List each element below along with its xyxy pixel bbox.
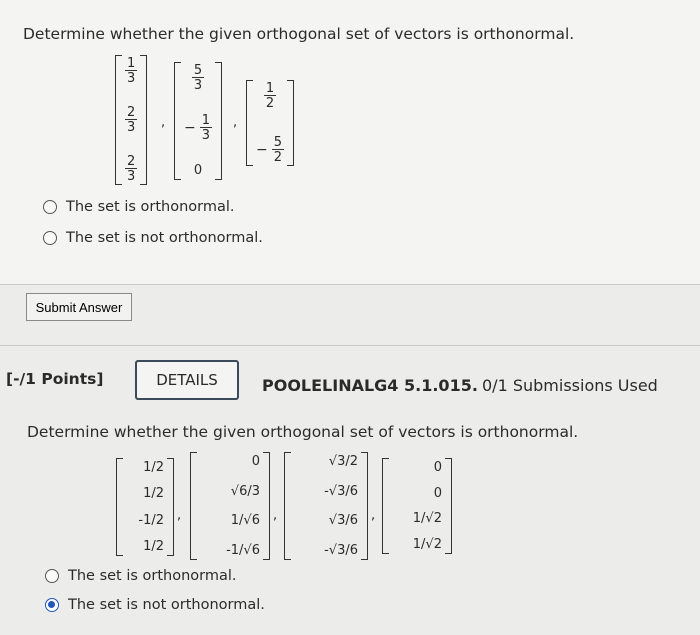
q2-v1-entry-4: 1/2 (143, 538, 164, 554)
q2-v3-entry-3: √3/6 (328, 513, 358, 529)
q2-v2-entry-4: -1/√6 (226, 542, 260, 558)
option-label: The set is orthonormal. (68, 568, 237, 584)
q1-option-orthonormal[interactable] (43, 199, 235, 215)
q1-v2-entry-3: 0 (193, 163, 203, 178)
q2-vector-2 (190, 452, 270, 560)
q2-vector-1 (116, 458, 174, 556)
q2-v4-entry-1: 0 (433, 460, 442, 475)
q2-v1-entry-1: 1/2 (143, 460, 164, 475)
details-button[interactable]: DETAILS (135, 360, 239, 400)
q1-v3-entry-2: − $\frac{5}{2}$ (256, 135, 283, 165)
q1-v1-entry-3: $\frac{2}{3}$ (127, 154, 136, 184)
comma: , (161, 115, 166, 130)
points-label: [-/1 Points] (6, 370, 104, 388)
q2-v3-entry-4: -√3/6 (324, 542, 358, 558)
comma: , (177, 508, 182, 523)
q1-v2-entry-1: $\frac{5}{3}$ (193, 63, 203, 93)
radio-icon[interactable] (45, 569, 59, 583)
problem-code: POOLELINALG4 5.1.015. (262, 376, 478, 395)
q2-v1-entry-2: 1/2 (143, 486, 164, 502)
q2-v3-entry-2: -√3/6 (324, 483, 358, 499)
comma: , (273, 508, 278, 523)
q2-vector-4 (382, 458, 452, 554)
q2-option-not-orthonormal[interactable] (45, 597, 265, 613)
comma: , (233, 115, 238, 130)
q2-v3-entry-1: √3/2 (328, 454, 358, 469)
q2-option-orthonormal[interactable] (45, 568, 237, 584)
radio-selected-icon[interactable] (45, 598, 59, 612)
q2-v4-entry-2: 0 (433, 485, 442, 501)
radio-icon[interactable] (43, 231, 57, 245)
divider (0, 345, 700, 346)
q1-v1-entry-2: $\frac{2}{3}$ (127, 105, 136, 135)
divider (0, 284, 700, 285)
q2-vector-3 (284, 452, 368, 560)
q2-v4-entry-3: 1/√2 (412, 511, 442, 527)
q1-vector-1 (115, 55, 147, 185)
option-label: The set is not orthonormal. (68, 597, 265, 613)
question-2-prompt: Determine whether the given orthogonal set of vectors is orthonormal. (27, 423, 579, 441)
question-1-prompt: Determine whether the given orthogonal set of vectors is orthonormal. (23, 25, 575, 43)
q1-vector-2 (174, 62, 222, 180)
q1-v1-entry-1: $\frac{1}{3}$ (127, 56, 136, 86)
q1-v2-entry-2: − $\frac{1}{3}$ (184, 112, 211, 143)
q2-v2-entry-2: √6/3 (230, 483, 260, 499)
q2-v2-entry-3: 1/√6 (230, 513, 260, 529)
submissions-used: 0/1 Submissions Used (482, 376, 658, 395)
q2-v2-entry-1: 0 (251, 454, 260, 469)
option-label: The set is orthonormal. (66, 199, 235, 215)
q2-v4-entry-4: 1/√2 (412, 536, 442, 552)
q1-vector-3 (246, 80, 294, 166)
q2-v1-entry-3: -1/2 (138, 512, 164, 528)
radio-icon[interactable] (43, 200, 57, 214)
submit-answer-button[interactable]: Submit Answer (26, 293, 132, 321)
q1-v3-entry-1: $\frac{1}{2}$ (265, 81, 275, 111)
q1-option-not-orthonormal[interactable] (43, 230, 263, 246)
option-label: The set is not orthonormal. (66, 230, 263, 246)
comma: , (371, 508, 376, 523)
